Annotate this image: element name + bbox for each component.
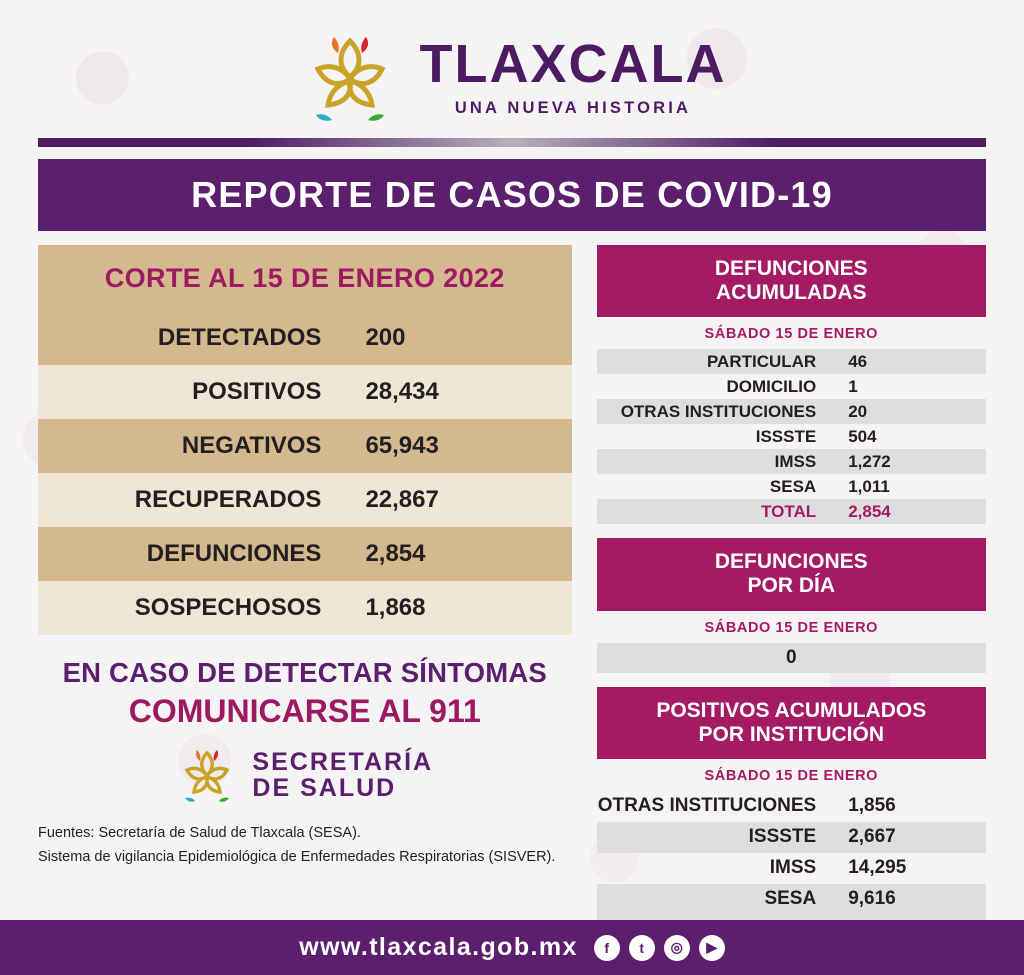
row-label: SESA: [764, 888, 817, 910]
table-row-total: [597, 499, 986, 524]
row-value: 14,295: [848, 857, 907, 879]
report-body: [38, 245, 986, 946]
table-row: [597, 399, 986, 424]
row-label: IMSS: [774, 451, 817, 471]
social-links: [594, 935, 725, 961]
row-value: 20: [848, 401, 868, 421]
row-label: DETECTADOS: [157, 324, 322, 351]
table-row: [38, 365, 572, 419]
table-row: [597, 374, 986, 399]
table-row: [597, 791, 986, 822]
positivos-por-institucion-date: SÁBADO 15 DE ENERO: [704, 767, 879, 784]
row-value: 1,011: [848, 476, 890, 496]
row-value: 22,867: [365, 486, 439, 513]
heading-line-2: POR INSTITUCIÓN: [698, 722, 885, 746]
table-row: [38, 419, 572, 473]
row-label: OTRAS INSTITUCIONES: [620, 401, 817, 421]
corte-header: [38, 245, 572, 311]
defunciones-acumuladas-date: SÁBADO 15 DE ENERO: [704, 326, 879, 343]
positivos-por-institucion-block: [597, 687, 986, 946]
row-value: 2,667: [848, 826, 896, 848]
heading-line-1: POSITIVOS ACUMULADOS: [656, 698, 927, 722]
secretaria-salud-logo: [38, 746, 572, 804]
heading-line-2: ACUMULADAS: [716, 281, 867, 305]
youtube-icon[interactable]: ▶: [699, 935, 725, 961]
positivos-por-institucion-heading: [597, 687, 986, 759]
row-label: DOMICILIO: [726, 376, 817, 396]
report-title-band: [38, 159, 986, 231]
row-label: ISSSTE: [755, 426, 817, 446]
summary-table: [38, 311, 572, 635]
table-row: [597, 449, 986, 474]
row-value: 200: [365, 324, 406, 351]
row-label: TOTAL: [761, 501, 817, 521]
row-value: 65,943: [365, 432, 439, 459]
table-row: [597, 822, 986, 853]
divider: [38, 138, 986, 147]
table-row: [38, 581, 572, 635]
instagram-icon[interactable]: ◎: [664, 935, 690, 961]
row-label: SESA: [769, 476, 817, 496]
corte-title: CORTE AL 15 DE ENERO 2022: [104, 262, 505, 293]
heading-line-2: POR DÍA: [747, 574, 836, 598]
row-value: 1: [848, 376, 858, 396]
row-label: POSITIVOS: [192, 378, 322, 405]
row-value: 2,854: [848, 501, 891, 521]
heading-line-1: DEFUNCIONES: [714, 550, 868, 574]
row-label: ISSSTE: [748, 826, 817, 848]
secretaria-salud-floral-logo-icon: [176, 746, 238, 804]
sources-note: [38, 822, 572, 870]
row-label: PARTICULAR: [706, 351, 817, 371]
sintomas-callout: [38, 657, 572, 730]
row-value: 9,616: [848, 888, 896, 910]
heading-line-1: DEFUNCIONES: [714, 257, 868, 280]
details-column: [597, 245, 986, 946]
facebook-icon[interactable]: f: [594, 935, 620, 961]
row-value: 1,856: [848, 795, 896, 817]
table-row: [597, 884, 986, 915]
row-value: 28,434: [365, 378, 439, 405]
table-row: [597, 349, 986, 374]
row-label: SOSPECHOSOS: [134, 594, 322, 621]
row-value: 1,272: [848, 451, 891, 471]
defunciones-por-dia-value: 0: [597, 643, 986, 673]
secretaria-line-2: DE SALUD: [252, 774, 397, 802]
row-value: 2,854: [365, 540, 426, 567]
table-row: [38, 527, 572, 581]
table-row: [38, 473, 572, 527]
table-row: [597, 474, 986, 499]
twitter-icon[interactable]: t: [629, 935, 655, 961]
row-label: NEGATIVOS: [181, 432, 322, 459]
defunciones-acumuladas-heading: [597, 245, 986, 317]
defunciones-acumuladas-block: [597, 245, 986, 524]
table-row: [597, 424, 986, 449]
row-value: 1,868: [365, 594, 426, 621]
row-label: OTRAS INSTITUCIONES: [597, 795, 817, 817]
defunciones-por-dia-block: [597, 538, 986, 672]
row-label: RECUPERADOS: [134, 486, 322, 513]
summary-column: [38, 245, 572, 870]
row-value: 504: [848, 426, 877, 446]
defunciones-acumuladas-table: [597, 349, 986, 524]
secretaria-line-1: SECRETARÍA: [252, 747, 434, 776]
footer-bar: [0, 920, 1024, 975]
row-label: DEFUNCIONES: [146, 540, 322, 567]
row-label: IMSS: [769, 857, 817, 879]
table-row: [597, 853, 986, 884]
sintomas-line-1: EN CASO DE DETECTAR SÍNTOMAS: [62, 657, 547, 688]
sources-line-1: Fuentes: Secretaría de Salud de Tlaxcala (SESA).: [38, 825, 361, 841]
brand-subtitle: UNA NUEVA HISTORIA: [454, 98, 692, 117]
row-value: 46: [848, 351, 868, 371]
sintomas-line-2: COMUNICARSE AL 911: [128, 693, 481, 729]
website-url[interactable]: www.tlaxcala.gob.mx: [299, 933, 578, 961]
brand-header: [0, 0, 1024, 128]
defunciones-por-dia-heading: [597, 538, 986, 610]
defunciones-por-dia-date: SÁBADO 15 DE ENERO: [704, 619, 879, 636]
tlaxcala-floral-logo-icon: [298, 29, 402, 125]
sources-line-2: Sistema de vigilancia Epidemiológica de Enfermedades Respiratorias (SISVER).: [38, 848, 556, 865]
page-title: REPORTE DE CASOS DE COVID-19: [191, 174, 833, 215]
table-row: [38, 311, 572, 365]
brand-title: TLAXCALA: [419, 33, 727, 94]
